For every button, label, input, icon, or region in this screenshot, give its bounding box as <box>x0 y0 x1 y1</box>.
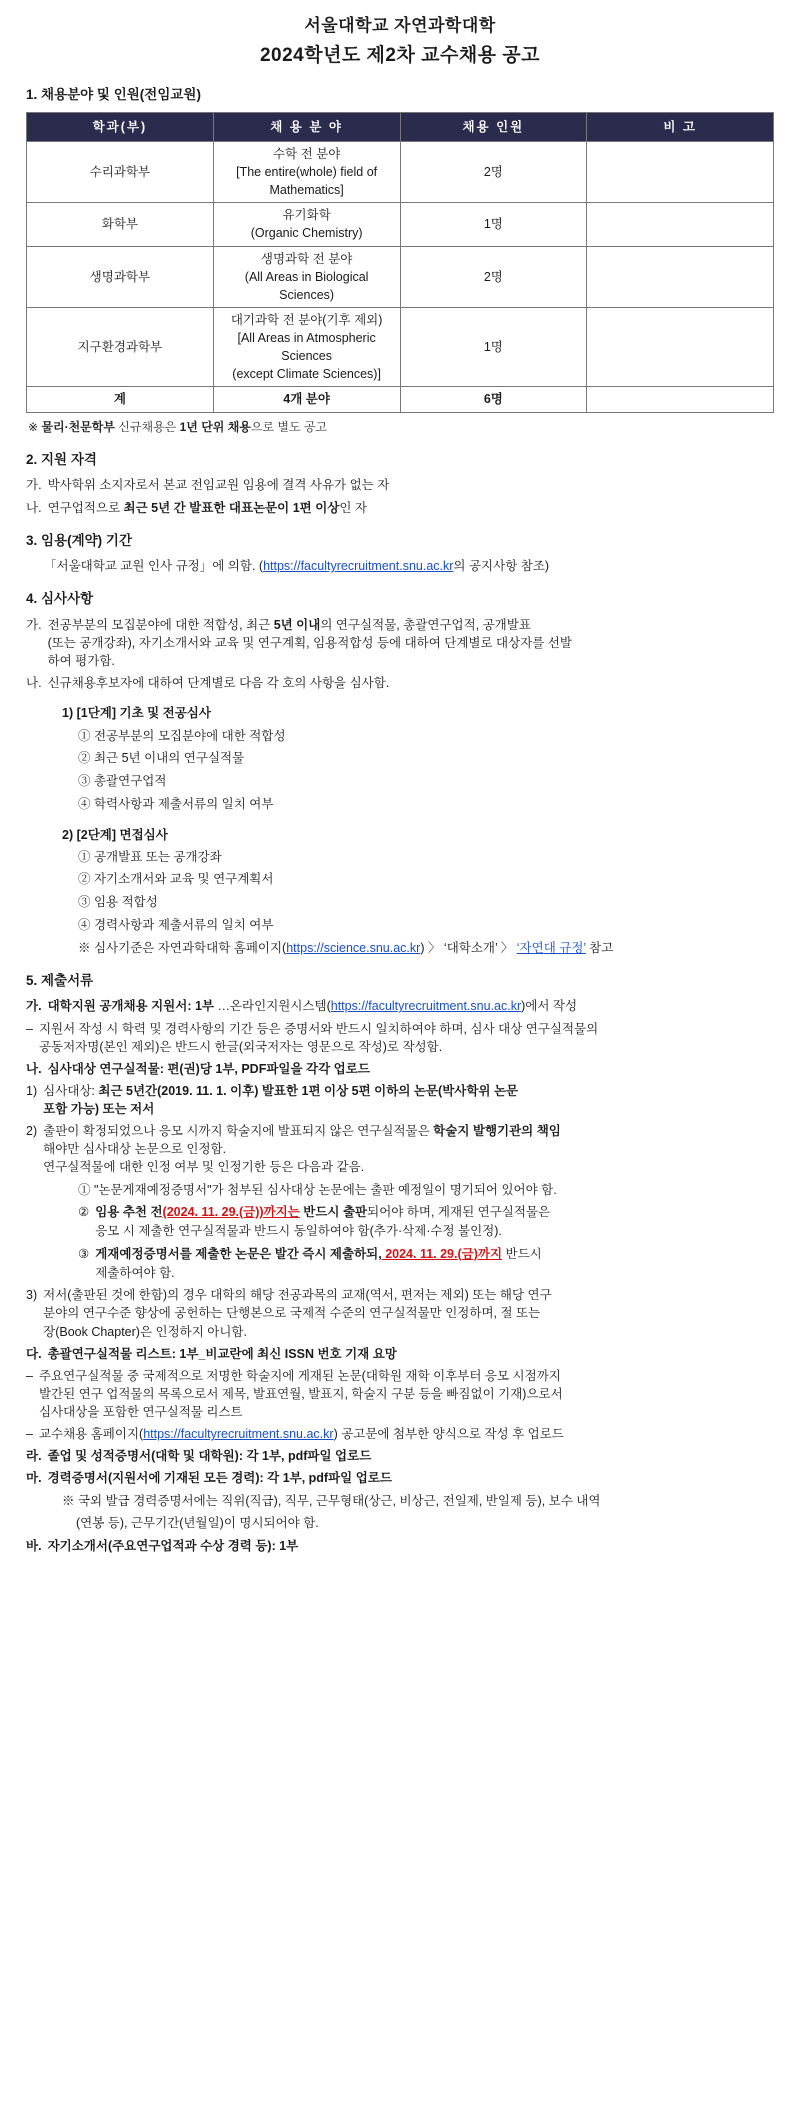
dash2-pre: 교수채용 홈페이지( <box>38 1427 144 1442</box>
item-line-2: (또는 공개강좌), 자기소개서와 교육 및 연구계획, 임용적합성 등에 대하여 단계별로 대상자를 선발 <box>47 636 572 651</box>
list-item: ③ 총괄연구업적 <box>78 774 167 789</box>
sub3-red: 2024. 11. 29.(금)까지 <box>381 1246 503 1261</box>
sub2-pre: 임용 추천 전 <box>95 1205 163 1220</box>
footnote-mid-2: 으로 별도 공고 <box>250 419 328 434</box>
section-5-b-2 <box>26 1122 774 1176</box>
cell-total-label: 계 <box>27 387 214 412</box>
table-header-row <box>27 112 774 141</box>
item-text <box>43 1082 774 1118</box>
section-5-b-2-sublist <box>78 1181 774 1283</box>
science-homepage-link[interactable]: https://science.snu.ac.kr <box>286 940 421 955</box>
item-mark: 라. <box>26 1449 42 1464</box>
list-item: ① 공개발표 또는 공개강좌 <box>78 849 222 864</box>
b1-bold-1: 최근 5년간(2019. 11. 1. 이후) 발표한 1편 이상 5편 이하의 논문(박사학위 논문 <box>98 1083 519 1098</box>
item-text <box>43 1286 774 1340</box>
item-bold: 대학지원 공개채용 지원서: 1부 <box>47 999 214 1014</box>
item-text <box>95 1245 774 1283</box>
item-line-1 <box>48 616 774 634</box>
cell-total-note <box>587 387 774 412</box>
note-mid: ) 〉 ‘대학소개’ 〉 <box>420 940 517 955</box>
item-bold: 경력증명서(지원서에 기재된 모든 경력): 각 1부, pdf파일 업로드 <box>47 1471 392 1486</box>
field-line-2: (All Areas in Biological Sciences) <box>244 269 369 302</box>
section-5-b-3 <box>26 1286 774 1340</box>
list-item <box>78 1203 774 1241</box>
cell-department: 수리과학부 <box>27 141 214 202</box>
note-pre: ※ 심사기준은 자연과학대학 홈페이지( <box>78 940 287 955</box>
section-1-heading: 1. 채용분야 및 인원(전임교원) <box>26 87 201 103</box>
list-item: ② 자기소개서와 교육 및 연구계획서 <box>78 872 274 887</box>
table-footnote <box>28 419 774 436</box>
cell-department: 화학부 <box>27 203 214 246</box>
section-2-item-a <box>26 476 774 494</box>
list-item <box>78 1245 774 1283</box>
b2-line-2 <box>43 1140 774 1158</box>
item-mark: 가. <box>26 617 42 632</box>
dash2-post: ) 공고문에 첨부한 양식으로 작성 후 업로드 <box>333 1427 564 1442</box>
item-text <box>48 1447 774 1465</box>
item-bold: 졸업 및 성적증명서(대학 및 대학원): 각 1부, pdf파일 업로드 <box>47 1449 372 1464</box>
section-2-heading: 2. 지원 자격 <box>26 451 97 467</box>
line-post: 의 연구실적물, 총괄연구업적, 공개발표 <box>320 617 531 632</box>
title-line-2: 2024학년도 제2차 교수채용 공고 <box>259 44 541 66</box>
b1-line-2 <box>43 1100 774 1118</box>
item-text <box>48 616 774 670</box>
cell-field <box>213 307 400 387</box>
document-title-block <box>26 14 774 69</box>
item-mark: 나. <box>26 676 42 691</box>
item-mark: 2) <box>26 1124 38 1139</box>
cell-department: 지구환경과학부 <box>27 307 214 387</box>
cell-total-field: 4개 분야 <box>213 387 400 412</box>
item-text <box>43 1122 774 1176</box>
b2-line2-post: 해야만 심사대상 논문으로 인정함. <box>43 1142 227 1157</box>
sub3-post: 반드시 <box>502 1246 542 1261</box>
cell-note <box>587 307 774 387</box>
item-text <box>48 997 774 1015</box>
item-bold: 총괄연구실적물 리스트: 1부_비교란에 최신 ISSN 번호 기재 요망 <box>47 1346 397 1361</box>
b1-line-1 <box>43 1082 774 1100</box>
item-mark: 가. <box>26 478 42 493</box>
b2-line-1 <box>43 1122 774 1140</box>
section-5-a-dash-1 <box>26 1020 774 1056</box>
regulations-link[interactable]: ‘자연대 규정’ <box>516 940 586 955</box>
item-text-pre: 연구업적으로 <box>47 500 124 515</box>
item-bold: 자기소개서(주요연구업적과 수상 경력 등): 1부 <box>47 1539 299 1554</box>
dash-mark: – <box>26 1021 33 1036</box>
section-5-e-note <box>62 1492 774 1534</box>
b2-line1-bold: 학술지 발행기관의 책임 <box>433 1124 561 1139</box>
stage-2-title: 2) [2단계] 면접심사 <box>62 827 168 842</box>
dash-mark: – <box>26 1368 33 1383</box>
item-text <box>48 1060 774 1078</box>
b1-pre: 심사대상: <box>43 1083 99 1098</box>
item-mark: 3) <box>26 1288 38 1303</box>
field-line-2: [All Areas in Atmospheric Sciences <box>237 331 376 364</box>
cell-department: 생명과학부 <box>27 246 214 307</box>
list-item: ① "논문게재예정증명서"가 첨부된 심사대상 논문에는 출판 예정일이 명기되어 있어야 함. <box>78 1182 557 1197</box>
table-row <box>27 203 774 246</box>
item-mark: 가. <box>26 999 42 1014</box>
text-pre: 「서울대학교 교원 인사 규정」에 의함. ( <box>44 559 264 574</box>
cell-note <box>587 203 774 246</box>
title-line-1: 서울대학교 자연과학대학 <box>304 16 496 35</box>
b3-line-3: 장(Book Chapter)은 인정하지 아니함. <box>43 1324 247 1339</box>
dash-line-1: 지원서 작성 시 학력 및 경력사항의 기간 등은 증명서와 반드시 일치하여야 하며, 심사 대상 연구실적물의 <box>38 1021 599 1036</box>
item-text: 신규채용후보자에 대하여 단계별로 다음 각 호의 사항을 심사함. <box>47 676 390 691</box>
item-mark: ② <box>78 1205 90 1220</box>
cell-count: 2명 <box>400 141 587 202</box>
item-mark: 마. <box>26 1471 42 1486</box>
list-item: ③ 임용 적합성 <box>78 895 158 910</box>
cell-note <box>587 246 774 307</box>
item-mark: 1) <box>26 1083 38 1098</box>
item-text <box>95 1203 774 1241</box>
note-post: 참고 <box>585 940 614 955</box>
list-item: ② 최근 5년 이내의 연구실적물 <box>78 751 245 766</box>
item-mark: 나. <box>26 1061 42 1076</box>
b2-line1-pre: 출판이 확정되었으나 응모 시까지 학술지에 발표되지 않은 연구실적물은 <box>43 1124 434 1139</box>
cell-field <box>213 246 400 307</box>
item-text-bold: 최근 5년 간 발표한 대표논문이 1편 이상 <box>123 500 340 515</box>
section-5-item-b <box>26 1060 774 1078</box>
section-5-item-c <box>26 1345 774 1363</box>
item-text-post: 인 자 <box>339 500 367 515</box>
field-line-1: 생명과학 전 분야 <box>260 251 353 266</box>
b3-line-2: 분야의 연구수준 향상에 공헌하는 단행본으로 국제적 수준의 연구실적물만 인정하며, 절 또는 <box>43 1306 541 1321</box>
footnote-bold-2: 1년 단위 채용 <box>179 419 251 434</box>
cell-total-count: 6명 <box>400 387 587 412</box>
item-text <box>48 1537 774 1555</box>
cell-count: 1명 <box>400 307 587 387</box>
col-header-field: 채 용 분 야 <box>213 112 400 141</box>
dash-line-2: 발간된 연구 업적물의 목록으로서 제목, 발표연월, 발표지, 학술지 구분 등을 빠짐없이 기재)으로서 <box>38 1386 563 1401</box>
text-post: 의 공지사항 참조) <box>453 559 550 574</box>
note-line-1: ※ 국외 발급 경력증명서에는 직위(직급), 직무, 근무형태(상근, 비상근, 전일제, 반일제 등), 보수 내역 <box>62 1493 601 1508</box>
section-5-heading: 5. 제출서류 <box>26 972 94 988</box>
field-line-2: [The entire(whole) field of Mathematics] <box>236 165 378 198</box>
section-3-heading: 3. 임용(계약) 기간 <box>26 532 132 548</box>
list-item: ④ 학력사항과 제출서류의 일치 여부 <box>78 796 274 811</box>
field-line-2: (Organic Chemistry) <box>250 226 363 241</box>
list-item: ① 전공부분의 모집분야에 대한 적합성 <box>78 728 286 743</box>
footnote-mid-1: 신규채용은 <box>114 419 180 434</box>
item-mark: 다. <box>26 1346 42 1361</box>
section-5-item-d <box>26 1447 774 1465</box>
dash-text <box>39 1425 774 1443</box>
dash-line-1: 주요연구실적물 중 국제적으로 저명한 학술지에 게재된 논문(대학원 재학 이후부터 응모 시점까지 <box>38 1368 561 1383</box>
section-3-text <box>44 557 774 575</box>
item-mark: 나. <box>26 500 42 515</box>
field-line-3: (except Climate Sciences)] <box>232 367 381 382</box>
section-4-item-b <box>26 674 774 692</box>
item-rest-post: )에서 작성 <box>521 999 578 1014</box>
faculty-recruitment-link[interactable]: https://facultyrecruitment.snu.ac.kr <box>143 1427 334 1442</box>
cell-count: 1명 <box>400 203 587 246</box>
table-total-row <box>27 387 774 412</box>
section-5-c-dash-2 <box>26 1425 774 1443</box>
dash-mark: – <box>26 1427 33 1442</box>
table-row <box>27 141 774 202</box>
cell-note <box>587 141 774 202</box>
table-row <box>27 307 774 387</box>
dash-text <box>39 1020 774 1056</box>
dash-line-2: 공동저자명(본인 제외)은 반드시 한글(외국저자는 영문으로 작성)로 작성함. <box>38 1039 443 1054</box>
sub2-post-1: 되어야 하며, 게재된 연구실적물은 <box>367 1205 551 1220</box>
item-text <box>48 1469 774 1487</box>
line-bold: 5년 이내 <box>273 617 321 632</box>
section-4-note <box>78 939 774 957</box>
item-text <box>48 1345 774 1363</box>
col-header-department: 학과(부) <box>27 112 214 141</box>
dash-line-3: 심사대상을 포함한 연구실적물 리스트 <box>38 1405 243 1420</box>
note-line-2: (연봉 등), 근무기간(년월일)이 명시되어야 함. <box>76 1516 319 1531</box>
b1-bold-2: 포함 가능) 또는 저서 <box>43 1102 155 1117</box>
item-rest-pre: …온라인지원시스템( <box>214 999 331 1014</box>
item-line-3: 하여 평가함. <box>47 654 115 669</box>
list-item: ④ 경력사항과 제출서류의 일치 여부 <box>78 917 274 932</box>
table-row <box>27 246 774 307</box>
sub3-bold-1: 게재예정증명서를 제출한 논문은 발간 즉시 제출하되, <box>95 1246 382 1261</box>
section-4-item-a <box>26 616 774 670</box>
faculty-recruitment-link[interactable]: https://facultyrecruitment.snu.ac.kr <box>330 999 522 1014</box>
line-pre: 전공부분의 모집분야에 대한 적합성, 최근 <box>47 617 274 632</box>
sub2-red: (2024. 11. 29.(금))까지는 <box>162 1205 300 1220</box>
sub3-line-2: 제출하여야 함. <box>95 1265 175 1280</box>
section-5-item-f <box>26 1537 774 1555</box>
field-line-1: 대기과학 전 분야(기후 제외) <box>230 312 383 327</box>
field-line-1: 수학 전 분야 <box>272 146 341 161</box>
footnote-bold-1: 물리·천문학부 <box>41 419 115 434</box>
stage-1-title: 1) [1단계] 기초 및 전공심사 <box>62 706 211 721</box>
sub2-line-1 <box>95 1203 774 1222</box>
stage-1-list <box>78 727 774 814</box>
section-2-item-b <box>26 499 774 517</box>
col-header-count: 채용 인원 <box>400 112 587 141</box>
footnote-mark: ※ <box>28 419 42 434</box>
b2-line-3: 연구실적물에 대한 인정 여부 및 인정기한 등은 다음과 같음. <box>43 1160 365 1175</box>
dash-text <box>39 1367 774 1421</box>
section-5-b-1 <box>26 1082 774 1118</box>
sub2-line-2: 응모 시 제출한 연구실적물과 반드시 동일하여야 함(추가·삭제·수정 불인정). <box>95 1224 502 1239</box>
cell-count: 2명 <box>400 246 587 307</box>
field-line-1: 유기화학 <box>282 208 331 223</box>
section-5-item-a <box>26 997 774 1015</box>
item-bold: 심사대상 연구실적물: 편(권)당 1부, PDF파일을 각각 업로드 <box>47 1061 370 1076</box>
cell-field <box>213 203 400 246</box>
sub3-line-1 <box>95 1245 774 1264</box>
recruitment-table <box>26 112 774 413</box>
item-text: 박사학위 소지자로서 본교 전임교원 임용에 결격 사유가 없는 자 <box>47 478 390 493</box>
item-text <box>48 499 774 517</box>
section-5-item-e <box>26 1469 774 1487</box>
section-4-heading: 4. 심사사항 <box>26 591 94 607</box>
b3-line-1: 저서(출판된 것에 한함)의 경우 대학의 해당 전공과목의 교재(역서, 편저는 제외) 또는 해당 연구 <box>43 1288 552 1303</box>
stage-2-list <box>78 848 774 935</box>
faculty-recruitment-link[interactable]: https://facultyrecruitment.snu.ac.kr <box>263 559 454 574</box>
col-header-note: 비 고 <box>587 112 774 141</box>
sub2-mid: 반드시 출판 <box>299 1205 368 1220</box>
item-mark: 바. <box>26 1539 42 1554</box>
cell-field <box>213 141 400 202</box>
item-mark: ③ <box>78 1246 90 1261</box>
section-5-c-dash-1 <box>26 1367 774 1421</box>
